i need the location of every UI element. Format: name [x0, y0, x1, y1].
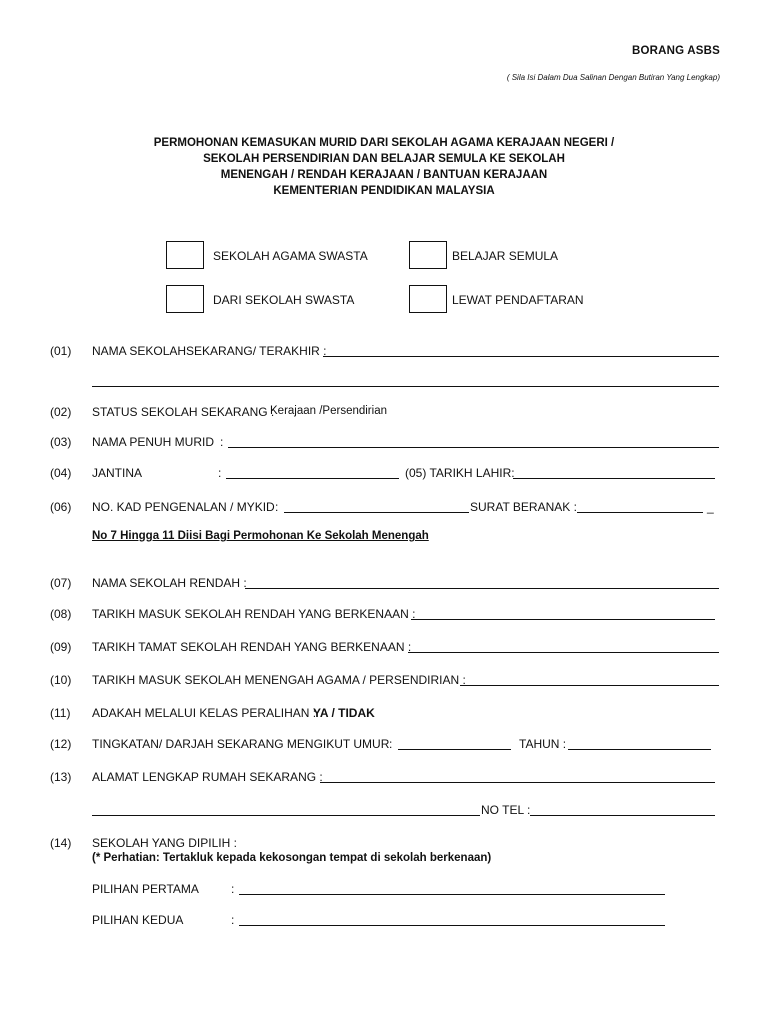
field-row-13 — [0, 770, 768, 788]
field-row-01-continued — [0, 374, 768, 392]
input-tingkatan[interactable] — [398, 737, 511, 750]
field-number: (12) — [50, 737, 72, 751]
field-row-07 — [0, 576, 768, 594]
input-surat-beranak[interactable] — [577, 500, 703, 513]
field-label-alamat: ALAMAT LENGKAP RUMAH SEKARANG : — [92, 770, 323, 784]
field-value-ya-tidak[interactable]: YA / TIDAK — [313, 706, 375, 720]
field-number: (04) — [50, 466, 72, 480]
field-row-09 — [0, 640, 768, 658]
field-label-no-tel: NO TEL : — [481, 803, 531, 817]
field-row-10 — [0, 673, 768, 691]
checkbox-label-dari-sekolah-swasta: DARI SEKOLAH SWASTA — [213, 293, 355, 307]
field-number: (14) — [50, 836, 72, 850]
field-label-tahun: TAHUN : — [519, 737, 567, 751]
field-row-pilihan-kedua — [0, 913, 768, 931]
field-label-sekolah-dipilih: SEKOLAH YANG DIPILIH : — [92, 836, 237, 850]
field-label-tarikh-masuk-menengah: TARIKH MASUK SEKOLAH MENENGAH AGAMA / PERSENDIRIAN : — [92, 673, 466, 687]
field-row-13-continued — [0, 803, 768, 821]
field-number: (06) — [50, 500, 72, 514]
checkbox-lewat-pendaftaran[interactable] — [409, 285, 447, 313]
field-label-kelas-peralihan: ADAKAH MELALUI KELAS PERALIHAN : — [92, 706, 317, 720]
field-label-tingkatan: TINGKATAN/ DARJAH SEKARANG MENGIKUT UMUR — [92, 737, 390, 751]
trailing-underscore: _ — [707, 500, 714, 514]
field-number: (03) — [50, 435, 72, 449]
checkbox-dari-sekolah-swasta[interactable] — [166, 285, 204, 313]
field-row-02 — [0, 405, 768, 423]
field-row-12 — [0, 737, 768, 755]
field-number: (10) — [50, 673, 72, 687]
input-tarikh-masuk-menengah[interactable] — [460, 673, 719, 686]
input-nama-penuh[interactable] — [228, 435, 719, 448]
field-number: (07) — [50, 576, 72, 590]
field-row-01 — [0, 344, 768, 362]
field-label-nama-penuh: NAMA PENUH MURID — [92, 435, 215, 449]
form-title — [0, 135, 768, 199]
form-code: BORANG ASBS — [631, 45, 720, 57]
field-number: (02) — [50, 405, 72, 419]
input-pilihan-kedua[interactable] — [239, 913, 665, 926]
colon: : — [231, 882, 235, 896]
field-row-11 — [0, 706, 768, 724]
input-nama-sekolah-line-2[interactable] — [92, 374, 719, 387]
field-number: (08) — [50, 607, 72, 621]
input-sekolah-rendah[interactable] — [245, 576, 719, 589]
field-label-tarikh-tamat-rendah: TARIKH TAMAT SEKOLAH RENDAH YANG BERKENAAN : — [92, 640, 412, 654]
title-line-3: MENENGAH / RENDAH KERAJAAN / BANTUAN KERAJAAN — [220, 169, 548, 181]
field-label-mykid: NO. KAD PENGENALAN / MYKID — [92, 500, 275, 514]
field-number: (01) — [50, 344, 72, 358]
field-label-status-sekolah: STATUS SEKOLAH SEKARANG : — [92, 405, 275, 419]
input-tahun[interactable] — [568, 737, 711, 750]
field-label-tarikh-lahir: (05) TARIKH LAHIR: — [405, 466, 515, 480]
field-row-08 — [0, 607, 768, 625]
colon: : — [275, 500, 279, 514]
title-line-2: SEKOLAH PERSENDIRIAN DAN BELAJAR SEMULA KE SEKOLAH — [203, 153, 565, 165]
colon: : — [389, 737, 393, 751]
input-nama-sekolah[interactable] — [323, 344, 719, 357]
input-alamat[interactable] — [320, 770, 715, 783]
checkbox-label-lewat-pendaftaran: LEWAT PENDAFTARAN — [452, 293, 584, 307]
form-instruction: ( Sila Isi Dalam Dua Salinan Dengan Butiran Yang Lengkap) — [506, 73, 720, 82]
field-label-pilihan-pertama: PILIHAN PERTAMA — [92, 882, 199, 896]
field-label-jantina: JANTINA — [92, 466, 143, 480]
field-row-03 — [0, 435, 768, 453]
field-number: (13) — [50, 770, 72, 784]
input-mykid[interactable] — [284, 500, 469, 513]
checkbox-belajar-semula[interactable] — [409, 241, 447, 269]
input-tarikh-tamat-rendah[interactable] — [408, 640, 719, 653]
checkbox-label-sekolah-agama-swasta: SEKOLAH AGAMA SWASTA — [213, 249, 368, 263]
input-jantina[interactable] — [226, 466, 399, 479]
field-note-perhatian: (* Perhatian: Tertakluk kepada kekosongan tempat di sekolah berkenaan) — [92, 852, 492, 864]
colon: : — [231, 913, 235, 927]
field-label-tarikh-masuk-rendah: TARIKH MASUK SEKOLAH RENDAH YANG BERKENAAN : — [92, 607, 416, 621]
field-value-status-sekolah: Kerajaan /Persendirian — [270, 405, 387, 417]
field-number: (09) — [50, 640, 72, 654]
input-no-tel[interactable] — [530, 803, 715, 816]
title-line-4: KEMENTERIAN PENDIDIKAN MALAYSIA — [273, 185, 495, 197]
field-row-06 — [0, 500, 768, 518]
checkbox-sekolah-agama-swasta[interactable] — [166, 241, 204, 269]
field-label-nama-sekolah: NAMA SEKOLAHSEKARANG/ TERAKHIR : — [92, 344, 327, 358]
field-number: (11) — [50, 706, 71, 720]
section-note: No 7 Hingga 11 Diisi Bagi Permohonan Ke Sekolah Menengah — [92, 530, 429, 542]
input-tarikh-lahir[interactable] — [513, 466, 715, 479]
colon: : — [218, 466, 222, 480]
input-tarikh-masuk-rendah[interactable] — [411, 607, 715, 620]
colon: : — [220, 435, 224, 449]
title-line-1: PERMOHONAN KEMASUKAN MURID DARI SEKOLAH AGAMA KERAJAAN NEGERI / — [153, 137, 615, 149]
input-pilihan-pertama[interactable] — [239, 882, 665, 895]
field-label-sekolah-rendah: NAMA SEKOLAH RENDAH : — [92, 576, 247, 590]
field-row-04 — [0, 466, 768, 484]
input-alamat-line-2[interactable] — [92, 803, 480, 816]
field-label-surat-beranak: SURAT BERANAK : — [470, 500, 577, 514]
field-row-pilihan-pertama — [0, 882, 768, 900]
field-label-pilihan-kedua: PILIHAN KEDUA — [92, 913, 184, 927]
checkbox-label-belajar-semula: BELAJAR SEMULA — [452, 249, 559, 263]
